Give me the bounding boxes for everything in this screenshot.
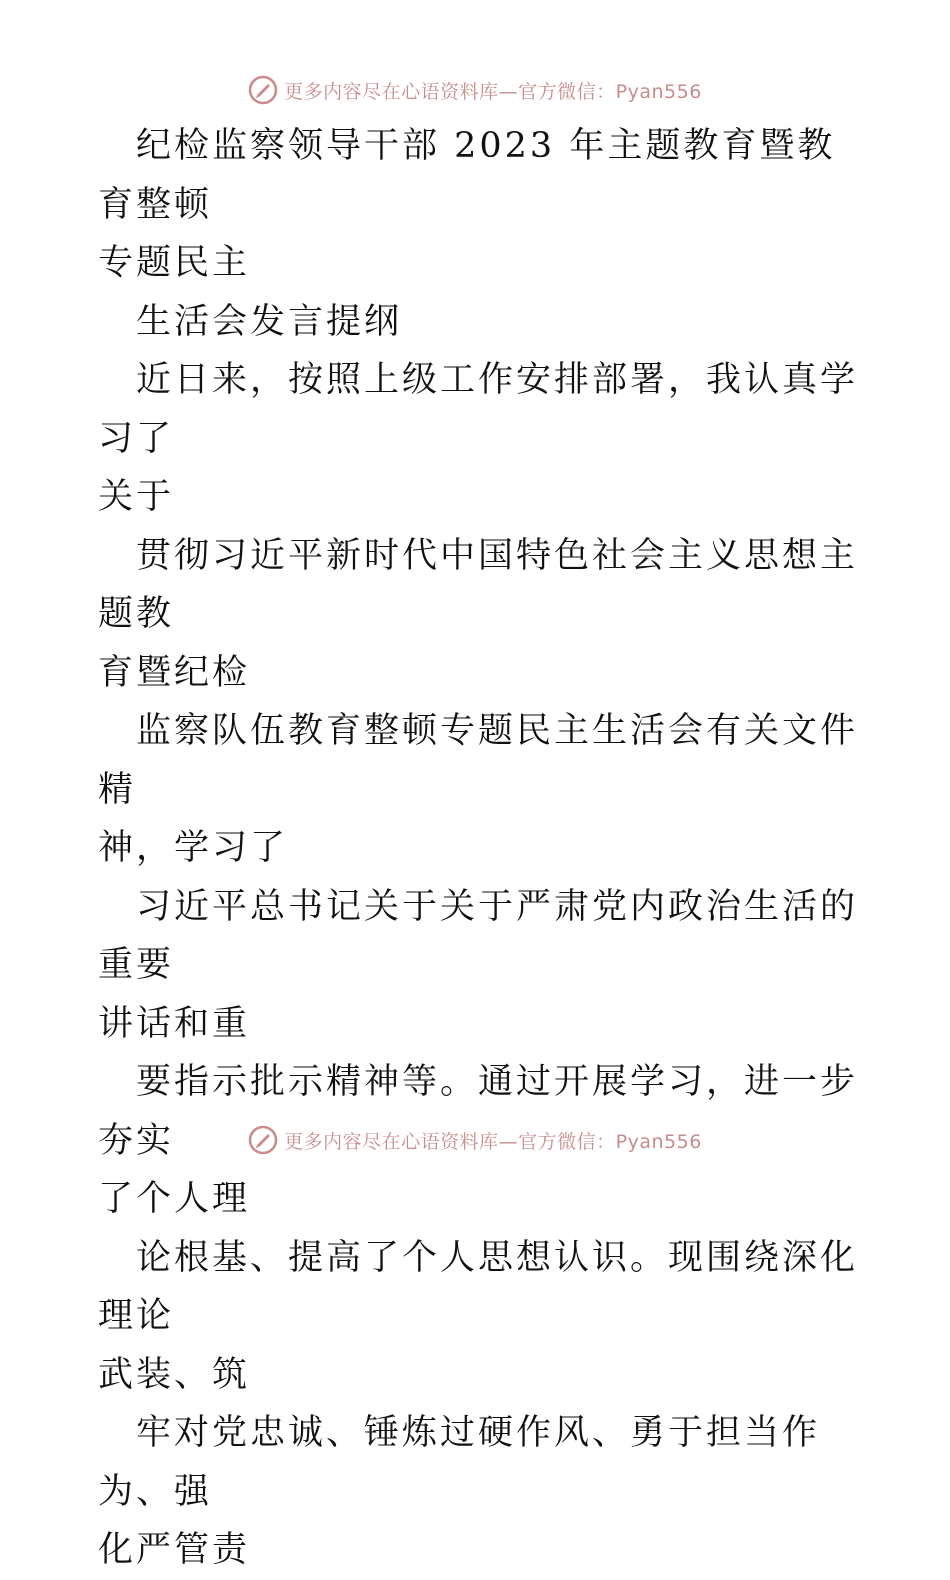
pen-seal-icon bbox=[248, 1125, 278, 1155]
line-tail: 武装、筑 bbox=[98, 1354, 251, 1395]
line-tail: 讲话和重 bbox=[98, 1003, 251, 1044]
paragraph-line bbox=[98, 293, 858, 352]
line-tail: 育暨纪检 bbox=[98, 652, 251, 693]
paragraph-line bbox=[98, 117, 858, 293]
document-body bbox=[98, 117, 858, 1580]
line-main: 牢对党忠诚、锤炼过硬作风、勇于担当作为、强 bbox=[98, 1413, 821, 1512]
header-watermark bbox=[0, 70, 950, 110]
line-main: 要指示批示精神等。通过开展学习，进一步夯实 bbox=[98, 1062, 859, 1161]
line-tail: 专题民主 bbox=[98, 243, 251, 283]
line-tail: 关于 bbox=[98, 477, 175, 517]
line-main: 监察队伍教育整顿专题民主生活会有关文件精 bbox=[98, 711, 859, 810]
line-tail: 神，学习了 bbox=[98, 828, 289, 868]
line-main: 习近平总书记关于关于严肃党内政治生活的重要 bbox=[98, 886, 859, 985]
paragraph-line bbox=[98, 1229, 858, 1405]
footer-watermark bbox=[0, 1120, 950, 1160]
paragraph-line bbox=[98, 1404, 858, 1580]
line-main: 近日来，按照上级工作安排部署，我认真学习了 bbox=[98, 360, 859, 459]
line-main: 贯彻习近平新时代中国特色社会主义思想主题教 bbox=[98, 535, 859, 634]
pen-seal-icon bbox=[248, 75, 278, 105]
paragraph-line bbox=[98, 527, 858, 703]
paragraph-line bbox=[98, 878, 858, 1054]
paragraph-line bbox=[98, 351, 858, 527]
line-main: 论根基、提高了个人思想认识。现围绕深化理论 bbox=[98, 1237, 859, 1336]
line-tail: 化严管责 bbox=[98, 1530, 251, 1570]
paragraph-line bbox=[98, 702, 858, 878]
header-watermark-text: 更多内容尽在心语资料库—官方微信：Pyan556 bbox=[284, 80, 702, 103]
line-main: 纪检监察领导干部 2023 年主题教育暨教育整顿 bbox=[98, 126, 836, 225]
line-main: 生活会发言提纲 bbox=[136, 301, 403, 342]
footer-watermark-text: 更多内容尽在心语资料库—官方微信：Pyan556 bbox=[284, 1130, 702, 1153]
line-tail: 了个人理 bbox=[98, 1179, 251, 1219]
